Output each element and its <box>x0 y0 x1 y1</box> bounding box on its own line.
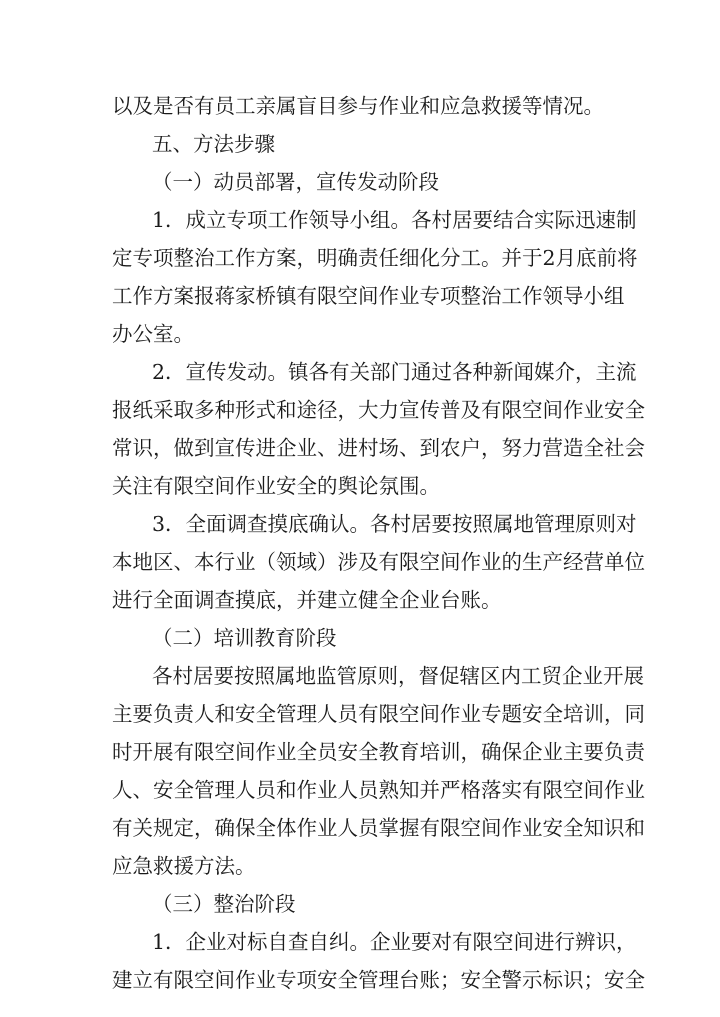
text-line: 1．企业对标自查自纠。企业要对有限空间进行辨识， <box>152 930 637 954</box>
text-line: 进行全面调查摸底，并建立健全企业台账。 <box>112 588 502 612</box>
text-line: 3．全面调查摸底确认。各村居要按照属地管理原则对 <box>152 512 637 536</box>
text-line: 工作方案报蒋家桥镇有限空间作业专项整治工作领导小组 <box>112 284 625 308</box>
text-line: 应急救援方法。 <box>112 854 256 878</box>
text-line: 关注有限空间作业安全的舆论氛围。 <box>112 474 440 498</box>
text-line: 2．宣传发动。镇各有关部门通过各种新闻媒介，主流 <box>152 360 637 384</box>
text-line: 1．成立专项工作领导小组。各村居要结合实际迅速制 <box>152 208 637 232</box>
text-line: 各村居要按照属地监管原则，督促辖区内工贸企业开展 <box>152 664 644 688</box>
section-heading: 五、方法步骤 <box>152 132 275 156</box>
text-line: 定专项整治工作方案，明确责任细化分工。并于2月底前将 <box>112 246 638 270</box>
text-line: 以及是否有员工亲属盲目参与作业和应急救援等情况。 <box>112 94 604 118</box>
text-line: 常识，做到宣传进企业、进村场、到农户，努力营造全社会 <box>112 436 645 460</box>
subsection-heading: （一）动员部署，宣传发动阶段 <box>152 170 439 194</box>
subsection-heading: （二）培训教育阶段 <box>152 626 337 650</box>
text-line: 办公室。 <box>112 322 194 346</box>
text-line: 有关规定，确保全体作业人员掌握有限空间作业安全知识和 <box>112 816 645 840</box>
text-line: 建立有限空间作业专项安全管理台账；安全警示标识；安全 <box>112 968 645 992</box>
text-line: 本地区、本行业（领域）涉及有限空间作业的生产经营单位 <box>112 550 645 574</box>
text-line: 主要负责人和安全管理人员有限空间作业专题安全培训，同 <box>112 702 645 726</box>
subsection-heading: （三）整治阶段 <box>152 892 296 916</box>
text-line: 人、安全管理人员和作业人员熟知并严格落实有限空间作业 <box>112 778 645 802</box>
text-line: 报纸采取多种形式和途径，大力宣传普及有限空间作业安全 <box>112 398 645 422</box>
text-line: 时开展有限空间作业全员安全教育培训，确保企业主要负责 <box>112 740 645 764</box>
